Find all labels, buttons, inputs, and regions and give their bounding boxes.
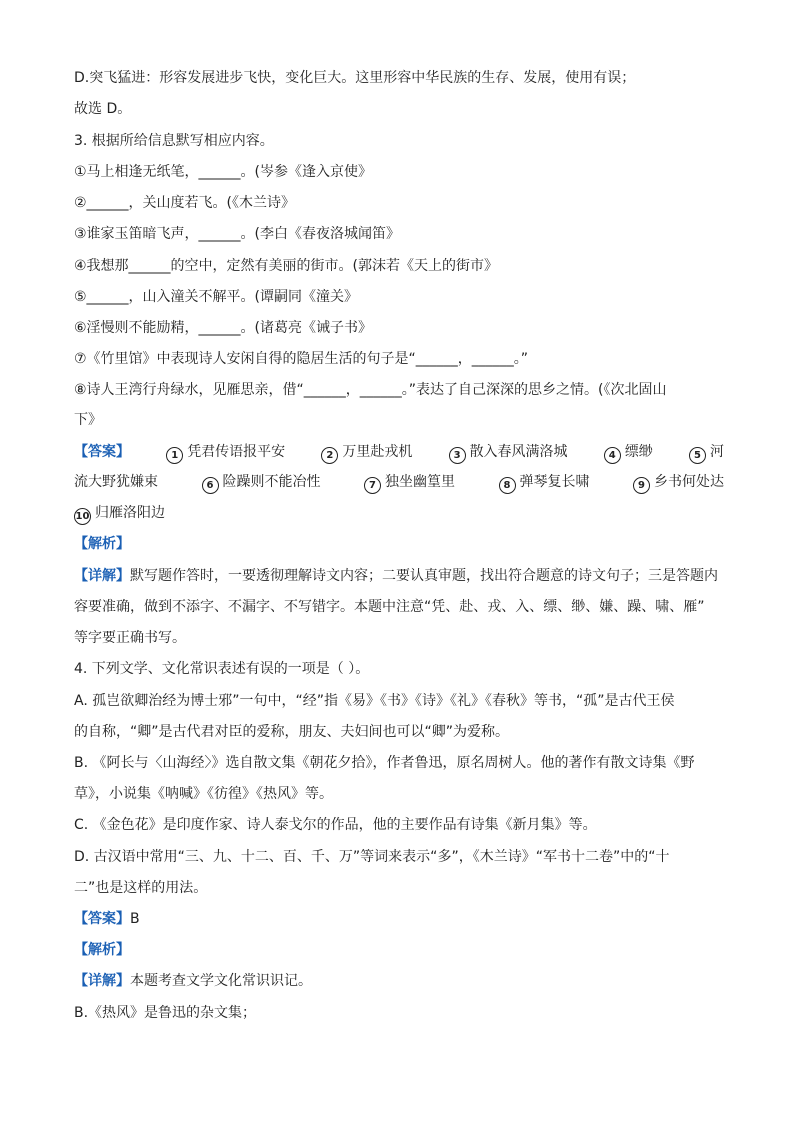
answer-tag: 【答案】 — [74, 911, 130, 927]
answer-item: 1 凭君传语报平安 — [166, 442, 285, 464]
option-c: C. 《金色花》是印度作家、诗人泰戈尔的作品，他的主要作品有诗集《新月集》等。 — [74, 817, 597, 833]
question-item: ④我想那______的空中，定然有美丽的街市。(郭沫若《天上的街市》 — [74, 258, 499, 274]
number-badge: 9 — [633, 477, 650, 494]
question-item: ⑥淫慢则不能励精，______。(诸葛亮《诫子书》 — [74, 320, 373, 336]
option-d-cont: 二”也是这样的用法。 — [74, 880, 208, 896]
detail-tag: 【详解】 — [74, 568, 130, 584]
option-a: A. 孤岂欲卿治经为博士邪”一句中，“经”指《易》《书》《诗》《礼》《春秋》等书，“孤”是古代王侯 — [74, 693, 675, 709]
number-badge: 7 — [364, 477, 381, 494]
detail-line: 【详解】本题考查文学文化常识识记。 — [74, 973, 312, 989]
number-badge: 4 — [604, 447, 621, 464]
question-3-title: 3. 根据所给信息默写相应内容。 — [74, 133, 274, 149]
answer-item: 8 弹琴复长啸 — [499, 472, 590, 494]
analysis-tag: 【解析】 — [74, 536, 130, 552]
answer-item: 3 散入春风满洛城 — [449, 442, 568, 464]
answer-value: B — [130, 911, 140, 927]
answer-row — [74, 442, 724, 464]
question-item: ②______，关山度若飞。(《木兰诗》 — [74, 195, 296, 211]
option-a-cont: 的自称，“卿”是古代君对臣的爱称，朋友、夫妇间也可以“卿”为爱称。 — [74, 724, 510, 740]
detail-line: 等字要正确书写。 — [74, 630, 186, 646]
detail-tag: 【详解】 — [74, 973, 130, 989]
answer-item: 9 乡书何处达 — [633, 472, 724, 494]
number-badge: 1 — [166, 447, 183, 464]
number-badge: 6 — [202, 477, 219, 494]
number-badge: 3 — [449, 447, 466, 464]
question-item: ⑦《竹里馆》中表现诗人安闲自得的隐居生活的句子是“______，______。” — [74, 351, 529, 367]
question-item: ①马上相逢无纸笔，______。(岑参《逢入京使》 — [74, 164, 373, 180]
answer-item: 7 独坐幽篁里 — [364, 472, 455, 494]
number-badge: 8 — [499, 477, 516, 494]
number-badge: 10 — [74, 508, 91, 525]
text-line: D.突飞猛进：形容发展进步飞快，变化巨大。这里形容中华民族的生存、发展，使用有误； — [74, 70, 636, 86]
answer-row — [74, 503, 724, 525]
answer-tag: 【答案】 — [74, 444, 130, 460]
detail-line: 容要准确，做到不添字、不漏字、不写错字。本题中注意“凭、赴、戎、入、缥、缈、嫌、躁、啸、雁” — [74, 599, 705, 615]
option-b-cont: 草》，小说集《呐喊》《彷徨》《热风》等。 — [74, 786, 333, 802]
detail-line: B.《热风》是鲁迅的杂文集； — [74, 1005, 257, 1021]
option-b: B. 《阿长与〈山海经〉》选自散文集《朝花夕拾》，作者鲁迅，原名周树人。他的著作有散文诗集《野 — [74, 755, 695, 771]
answer-row — [74, 472, 724, 494]
option-d: D. 古汉语中常用“三、九、十二、百、千、万”等词来表示“多”，《木兰诗》“军书十二卷”中的“十 — [74, 849, 670, 865]
answer-line — [74, 909, 724, 929]
question-4-title: 4. 下列文学、文化常识表述有误的一项是（ ）。 — [74, 661, 370, 677]
text-line: 故选 D。 — [74, 101, 132, 117]
question-item: 下》 — [74, 412, 102, 428]
detail-line: 【详解】默写题作答时，一要透彻理解诗文内容；二要认真审题，找出符合题意的诗文句子；三是答题内 — [74, 568, 718, 584]
answer-item: 归雁洛阳边 — [95, 505, 165, 521]
answer-item: 5 河 — [689, 442, 724, 464]
number-badge: 2 — [321, 447, 338, 464]
question-item: ③谁家玉笛暗飞声，______。(李白《春夜洛城闻笛》 — [74, 226, 401, 242]
number-badge: 5 — [689, 447, 706, 464]
answer-item: 6 险躁则不能冶性 — [202, 472, 321, 494]
question-item: ⑤______，山入潼关不解平。(谭嗣同《潼关》 — [74, 289, 359, 305]
answer-item: 流大野犹嫌束 — [74, 474, 158, 490]
question-item: ⑧诗人王湾行舟绿水，见雁思亲，借“______，______。”表达了自己深深的思乡之情。(《次北固山 — [74, 382, 667, 398]
analysis-tag: 【解析】 — [74, 942, 130, 958]
answer-item: 2 万里赴戎机 — [321, 442, 412, 464]
answer-item: 4 缥缈 — [604, 442, 653, 464]
